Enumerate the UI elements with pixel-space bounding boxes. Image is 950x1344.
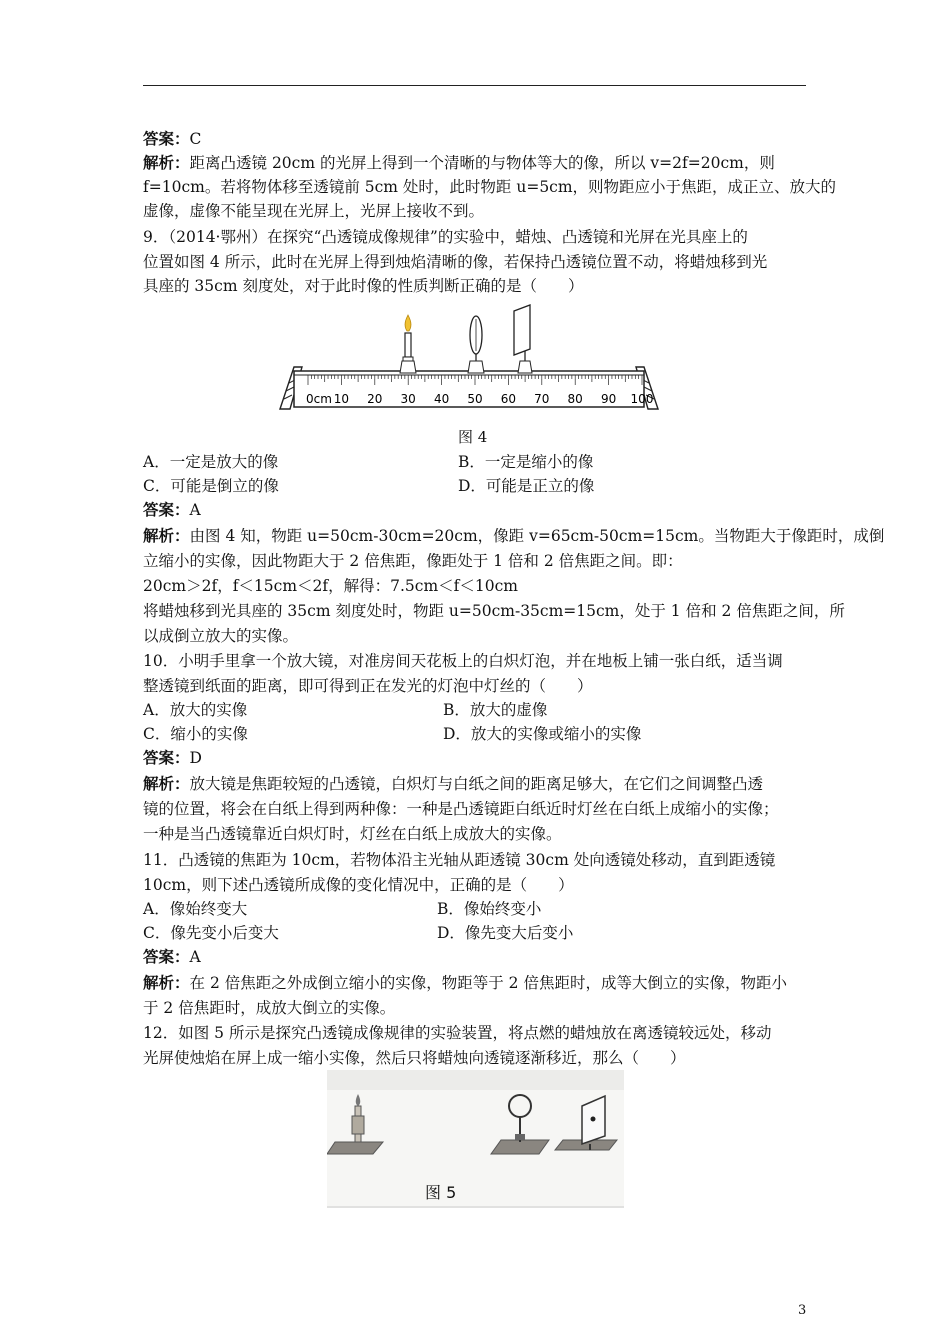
figure-5-photo (327, 1070, 624, 1208)
ruler-label: 50 (467, 392, 483, 406)
ruler-label: 20 (367, 392, 383, 406)
convex-lens (468, 316, 484, 373)
q11-stem-line-2: 10cm，则下述凸透镜所成像的变化情况中，正确的是（ ） (143, 876, 574, 894)
q10-option-a: A．放大的实像 (143, 701, 248, 719)
figure-4-optical-bench (278, 303, 660, 413)
q11-option-b: B．像始终变小 (437, 900, 542, 918)
q9-stem-line-2: 位置如图 4 所示，此时在光屏上得到烛焰清晰的像，若保持凸透镜位置不动，将蜡烛移到光 (143, 253, 768, 271)
ruler-label: 90 (600, 392, 617, 406)
light-screen (514, 305, 532, 373)
q9-stem-line-3: 具座的 35cm 刻度处，对于此时像的性质判断正确的是（ ） (143, 277, 584, 295)
q8-analysis-line-1: 解析：距离凸透镜 20cm 的光屏上得到一个清晰的与物体等大的像，所以 v=2f=20cm，则 (143, 153, 775, 172)
ruler-label: 40 (433, 392, 450, 406)
q9-analysis-line-2: 立缩小的实像，因此物距大于 2 倍焦距，像距处于 1 倍和 2 倍焦距之间。即： (143, 552, 683, 570)
header-rule (143, 85, 806, 86)
q8-answer: 答案：C (143, 129, 202, 148)
q9-option-c: C．可能是倒立的像 (143, 477, 279, 495)
q10-stem-line-2: 整透镜到纸面的距离，即可得到正在发光的灯泡中灯丝的（ ） (143, 677, 593, 695)
q10-option-c: C．缩小的实像 (143, 725, 248, 743)
ruler-label: 0cm (306, 392, 332, 406)
q9-analysis-line-1: 解析：由图 4 知，物距 u=50cm-30cm=20cm，像距 v=65cm-50cm=15cm。当物距大于像距时，成倒 (143, 526, 885, 545)
q9-analysis-line-3: 20cm＞2f，f＜15cm＜2f，解得：7.5cm＜f＜10cm (143, 577, 519, 595)
q9-analysis-line-5: 以成倒立放大的实像。 (143, 627, 299, 645)
q9-option-a: A．一定是放大的像 (143, 453, 279, 471)
ruler-label: 70 (534, 392, 550, 406)
q12-stem-line-1: 12．如图 5 所示是探究凸透镜成像规律的实验装置，将点燃的蜡烛放在离透镜较远处，移动 (143, 1024, 772, 1042)
q10-analysis-line-3: 一种是当凸透镜靠近白炽灯时，灯丝在白纸上成放大的实像。 (143, 825, 562, 843)
q11-option-a: A．像始终变大 (143, 900, 248, 918)
q10-stem-line-1: 10．小明手里拿一个放大镜，对准房间天花板上的白炽灯泡，并在地板上铺一张白纸，适当调 (143, 652, 783, 670)
q8-analysis-line-2: f=10cm。若将物体移至透镜前 5cm 处时，此时物距 u=5cm，则物距应小于焦距，成正立、放大的 (143, 178, 837, 196)
candle (400, 315, 416, 373)
q10-option-d: D．放大的实像或缩小的实像 (443, 725, 642, 743)
ruler-label: 10 (333, 392, 350, 406)
q9-analysis-line-4: 将蜡烛移到光具座的 35cm 刻度处时，物距 u=50cm-35cm=15cm，处于 1 倍和 2 倍焦距之间，所 (143, 602, 845, 620)
figure-4-caption: 图 4 (458, 428, 488, 446)
ruler-label: 80 (567, 392, 583, 406)
q11-option-c: C．像先变小后变大 (143, 924, 279, 942)
ruler-label: 100 (630, 392, 654, 406)
q11-analysis-line-2: 于 2 倍焦距时，成放大倒立的实像。 (143, 999, 396, 1017)
q12-stem-line-2: 光屏使烛焰在屏上成一缩小实像，然后只将蜡烛向透镜逐渐移近，那么（ ） (143, 1049, 686, 1067)
q10-analysis-line-1: 解析：放大镜是焦距较短的凸透镜，白炽灯与白纸之间的距离足够大，在它们之间调整凸透 (143, 774, 764, 793)
q11-analysis-line-1: 解析：在 2 倍焦距之外成倒立缩小的实像，物距等于 2 倍焦距时，成等大倒立的实像，物距小 (143, 973, 787, 992)
q11-option-d: D．像先变大后变小 (437, 924, 574, 942)
q9-option-d: D．可能是正立的像 (458, 477, 595, 495)
q10-analysis-line-2: 镜的位置，将会在白纸上得到两种像：一种是凸透镜距白纸近时灯丝在白纸上成缩小的实像； (143, 800, 779, 818)
ruler-label: 60 (500, 392, 517, 406)
q9-option-b: B．一定是缩小的像 (458, 453, 594, 471)
page-number: 3 (798, 1303, 807, 1318)
q11-stem-line-1: 11．凸透镜的焦距为 10cm，若物体沿主光轴从距透镜 30cm 处向透镜处移动，直到距透镜 (143, 851, 776, 869)
q11-answer: 答案：A (143, 947, 201, 966)
q10-answer: 答案：D (143, 748, 202, 767)
q10-option-b: B．放大的虚像 (443, 701, 548, 719)
q9-answer: 答案：A (143, 500, 201, 519)
q8-analysis-line-3: 虚像，虚像不能呈现在光屏上，光屏上接收不到。 (143, 202, 485, 220)
figure-5-caption: 图 5 (425, 1183, 457, 1202)
q9-stem-line-1: 9．（2014·鄂州）在探究“凸透镜成像规律”的实验中，蜡烛、凸透镜和光屏在光具座上的 (143, 228, 748, 246)
ruler-label: 30 (400, 392, 416, 406)
